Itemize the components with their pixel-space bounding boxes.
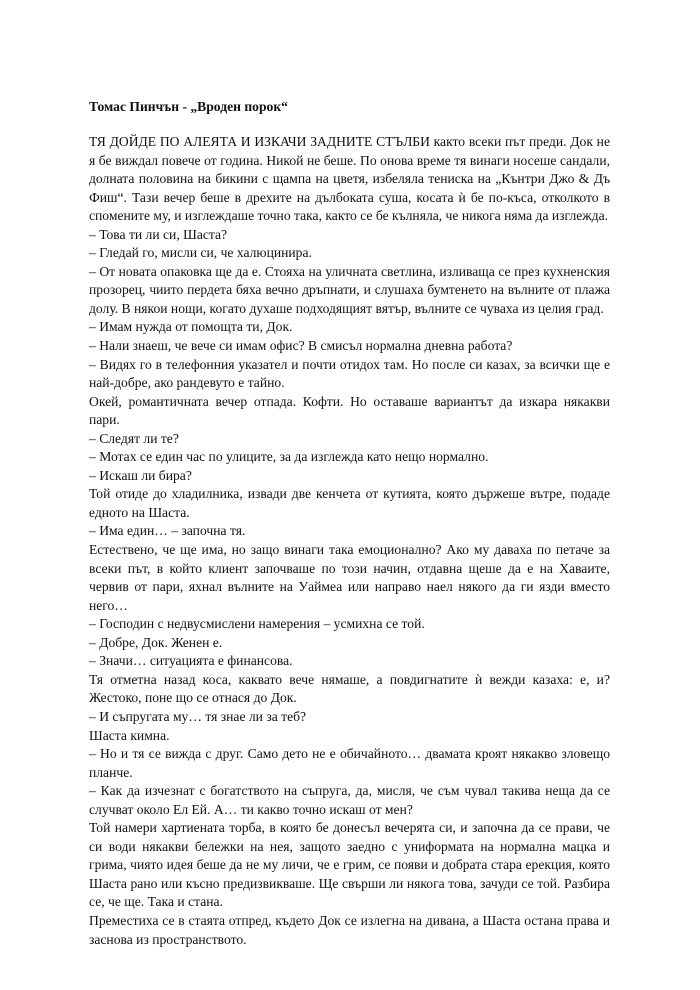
document-title: Томас Пинчън - „Вроден порок“ [89,99,288,114]
paragraph-11: – Искаш ли бира? [89,467,192,483]
paragraph-8: Окей, романтичната вечер отпада. Кофти. Но оставаше вариантът да изкара някакви пари. [89,393,610,428]
paragraph-4: – От новата опаковка ще да е. Стояха на уличната светлина, изливаща се през кухненския прозорец, чиито пердета бяха вечно дръпнати, и слушаха бумтенето на вълните от плажа долу. В някои нощи, когато духаше подходящият вятър, вълните се чуваха из целия град. [89,263,610,316]
paragraph-16: – Добре, Док. Женен е. [89,634,223,650]
paragraph-2: – Това ти ли си, Шаста? [89,226,228,242]
paragraph-13: – Има един… – започна тя. [89,523,246,539]
paragraph-15: – Господин с недвусмислени намерения – усмихна се той. [89,616,425,632]
paragraph-19: – И съпругата му… тя знае ли за теб? [89,708,307,724]
paragraph-12: Той отиде до хладилника, извади две кенчета от кутията, която държеше вътре, подаде едното на Шаста. [89,486,610,520]
paragraph-3: – Гледай го, мисли си, че халюцинира. [89,245,312,261]
paragraph-21: – Но и тя се вижда с друг. Само дето не е обичайното… двамата кроят някакво зловещо планче. [89,746,610,780]
paragraph-6: – Нали знаеш, че вече си имам офис? В смисъл нормална дневна работа? [89,338,513,354]
paragraph-17: – Значи… ситуацията е финансова. [89,653,293,669]
paragraph-23: Той намери хартиената торба, в която бе донесъл вечерята си, и започна да се прави, че си води някакви бележки на нея, защото заедно с униформата на нормална мацка и грима, чиято идея беше да не му личи, че е грим, се появи и добрата стара ерекция, която Шаста рано или късно предизвикваше. Ще свърши ли някога това, зачуди се той. Разбира се, че ще. Така и стана. [89,820,610,910]
paragraph-18: Тя отметна назад коса, каквато вече нямаше, а повдигнатите ѝ вежди казаха: е, и? Жестоко, поне що се отнася до Док. [89,671,610,706]
paragraph-24: Преместиха се в стаята отпред, където Док се излегна на дивана, а Шаста остана права и заснова из пространството. [89,912,610,947]
paragraph-7: – Видях го в телефонния указател и почти отидох там. Но после си казах, за всички ще е най-добре, ако рандевуто е тайно. [89,356,610,391]
paragraph-1: ТЯ ДОЙДЕ ПО АЛЕЯТА И ИЗКАЧИ ЗАДНИТЕ СТЪЛБИ както всеки път преди. Док не я бе виждал повече от година. Никой не беше. По онова време тя винаги носеше сандали, долната половина на бикини с щампа на цветя, избеляла тениска на „Кънтри Джо & Дъ Фиш“. Тази вечер беше в дрехите на дълбоката суша, косата ѝ бе по-къса, отколкото в спомените му, и изглеждаше точно така, както се бе кълняла, че никога няма да изглежда. [89,134,610,224]
document-body [89,98,610,949]
paragraph-14: Естествено, че ще има, но защо винаги така емоционално? Ако му даваха по петаче за всеки път, в който клиент започваше по този начин, отдавна щеше да е на Хаваите, червив от пари, яхнал вълните на Уаймеа или направо наел някого да ги язди вместо него… [89,542,610,613]
paragraph-20: Шаста кимна. [89,727,170,743]
paragraph-22: – Как да изчезнат с богатството на съпруга, да, мисля, че съм чувал такива неща да се случват около Ел Ей. А… ти какво точно искаш от мен? [89,783,610,817]
paragraph-9: – Следят ли те? [89,430,179,446]
paragraph-10: – Мотах се един час по улиците, за да изглежда като нещо нормално. [89,449,489,465]
paragraph-5: – Имам нужда от помощта ти, Док. [89,319,293,335]
